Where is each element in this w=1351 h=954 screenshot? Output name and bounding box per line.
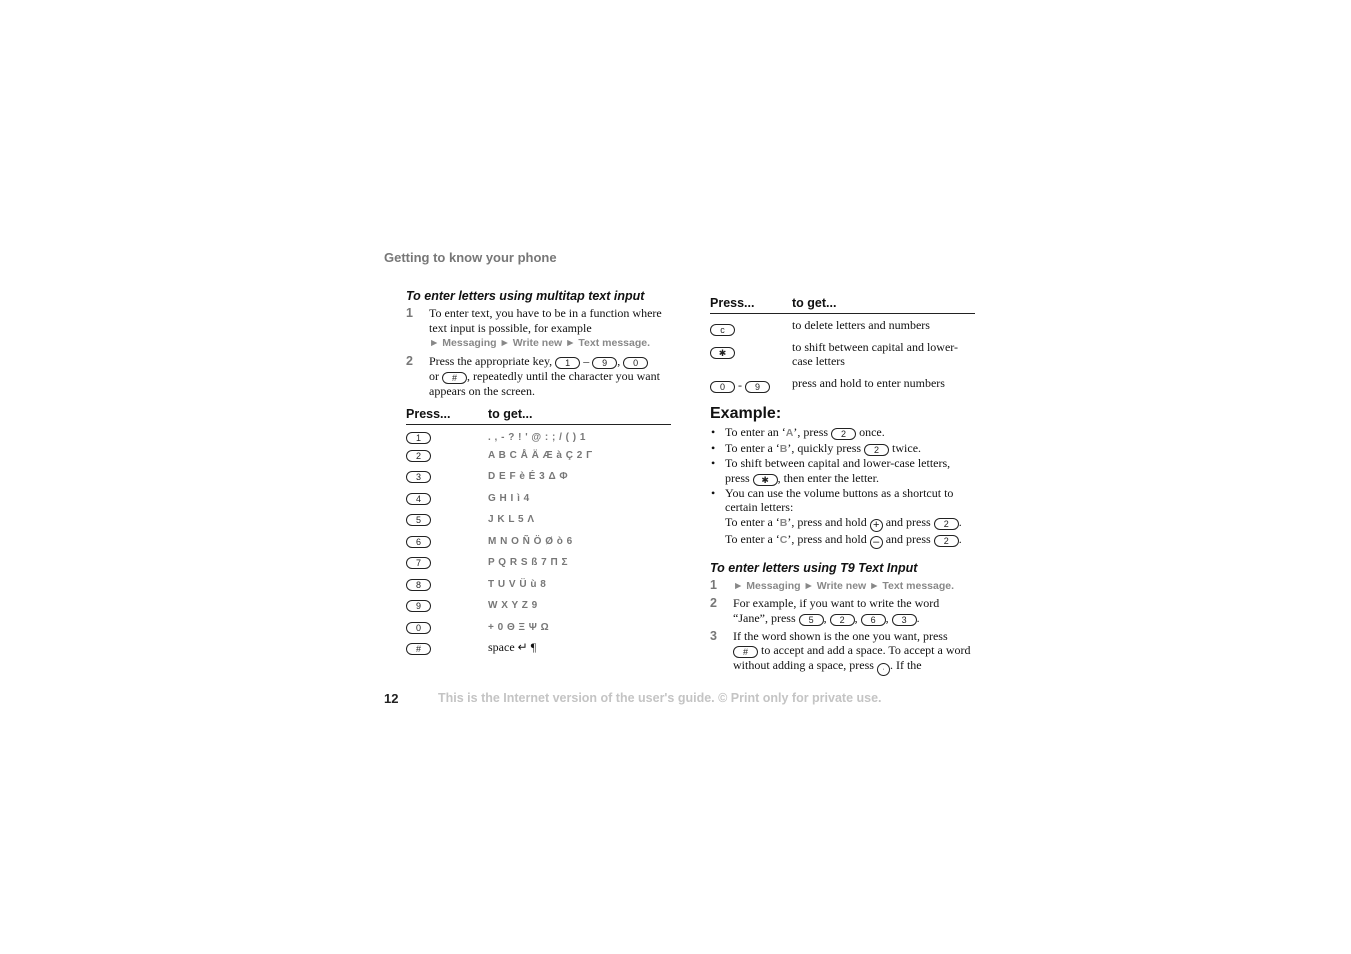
dash: –: [583, 353, 590, 368]
step-1: [406, 306, 671, 351]
key-icon: 8: [406, 579, 431, 591]
key-9-icon: 9: [592, 357, 617, 369]
key-icon: 0: [406, 622, 431, 634]
volume-up-icon: +: [870, 519, 883, 532]
t9-step-3: 3 If the word shown is the one you want, press # to accept and add a space. To accept a word without adding a space, press · . If the: [710, 629, 975, 677]
key-star-icon: ✱: [710, 347, 735, 359]
list-item: • To enter an ‘A’, press 2 once.: [711, 425, 885, 439]
multitap-table: [406, 406, 671, 662]
multitap-subhead: To enter letters using multitap text input: [406, 289, 645, 303]
key-2-icon: 2: [830, 614, 855, 626]
step-text: , repeatedly until the character you want appears on the screen.: [429, 368, 660, 398]
col-to-get: to get...: [488, 406, 671, 425]
key-0-icon: 0: [623, 357, 648, 369]
special-keys-table: [710, 295, 975, 393]
menu-path: ► Messaging ► Write new ► Text message.: [733, 579, 955, 592]
key-characters: A B C Å Ä Æ à Ç 2 Γ: [488, 449, 593, 461]
page-header: Getting to know your phone: [384, 250, 557, 265]
key-star-icon: ✱: [753, 474, 778, 486]
step-number: 2: [406, 353, 413, 368]
key-9-icon: 9: [745, 381, 770, 393]
t9-step-1: 1 ► Messaging ► Write new ► Text message.: [710, 577, 955, 592]
key-3-icon: 3: [892, 614, 917, 626]
key-characters: T U V Ü ù 8: [488, 578, 547, 590]
menu-path: ► Messaging ► Write new ► Text message.: [429, 337, 651, 349]
key-icon: 5: [406, 514, 431, 526]
key-characters: D E F è É 3 Δ Φ: [488, 471, 569, 482]
t9-subhead: To enter letters using T9 Text Input: [710, 560, 918, 575]
right-column: [710, 295, 975, 676]
row-description: press and hold to enter numbers: [792, 376, 945, 390]
row-description: to shift between capital and lower-case letters: [792, 340, 959, 368]
step-2: [406, 354, 671, 399]
key-2-icon: 2: [934, 535, 959, 547]
step-text: or: [429, 368, 439, 383]
key-2-icon: 2: [934, 518, 959, 530]
list-item: • You can use the volume buttons as a shortcut to certain letters: To enter a ‘B’, press and hold + and press 2 . To enter a ‘C’, press and hold – and press 2 .: [711, 485, 962, 548]
page-number: 12: [384, 691, 399, 706]
key-characters: P Q R S ß 7 Π Σ: [488, 557, 568, 568]
key-1-icon: 1: [555, 357, 580, 369]
key-icon: 1: [406, 432, 431, 444]
key-c-icon: c: [710, 324, 735, 336]
key-characters: J K L 5 Λ: [488, 514, 535, 525]
example-list: [710, 425, 975, 549]
row-description: to delete letters and numbers: [792, 318, 930, 332]
key-6-icon: 6: [861, 614, 886, 626]
key-characters: W X Y Z 9: [488, 600, 538, 611]
key-icon: #: [406, 643, 431, 655]
key-characters: . , - ? ! ' @ : ; / ( ) 1: [488, 432, 586, 443]
key-0-icon: 0: [710, 381, 735, 393]
list-item: • To enter a ‘B’, quickly press 2 twice.: [711, 440, 922, 455]
step-text: To enter text, you have to be in a function where text input is possible, for example: [429, 306, 662, 335]
range-separator: -: [738, 378, 742, 392]
key-characters: space ↵ ¶: [488, 640, 537, 654]
key-characters: G H I ì 4: [488, 492, 530, 504]
key-2-icon: 2: [831, 428, 856, 440]
key-icon: 3: [406, 471, 431, 483]
volume-down-icon: –: [870, 536, 883, 549]
key-icon: 4: [406, 493, 431, 505]
footer-note: This is the Internet version of the user's guide. © Print only for private use.: [438, 691, 882, 705]
t9-step-2: 2 For example, if you want to write the word “Jane”, press 5 , 2 , 6 , 3 .: [710, 596, 940, 625]
list-item: • To shift between capital and lower-case letters, press ✱ , then enter the letter.: [711, 456, 951, 485]
key-icon: 7: [406, 557, 431, 569]
key-icon: 6: [406, 536, 431, 548]
col-to-get: to get...: [792, 295, 975, 314]
navigation-key-icon: ·: [877, 663, 890, 676]
col-press: Press...: [406, 406, 488, 425]
key-characters: M N O Ñ Ö Ø ò 6: [488, 535, 573, 547]
key-icon: 2: [406, 450, 431, 462]
example-heading: Example:: [710, 405, 782, 422]
left-column: [406, 290, 671, 662]
col-press: Press...: [710, 295, 792, 314]
key-hash-icon: #: [442, 372, 467, 384]
key-hash-icon: #: [733, 646, 758, 658]
key-5-icon: 5: [799, 614, 824, 626]
comma: ,: [617, 353, 621, 368]
step-number: 1: [406, 306, 413, 320]
key-2-icon: 2: [864, 444, 889, 456]
key-characters: + 0 Θ Ξ Ψ Ω: [488, 621, 550, 633]
step-text: Press the appropriate key,: [429, 353, 553, 368]
key-icon: 9: [406, 600, 431, 612]
